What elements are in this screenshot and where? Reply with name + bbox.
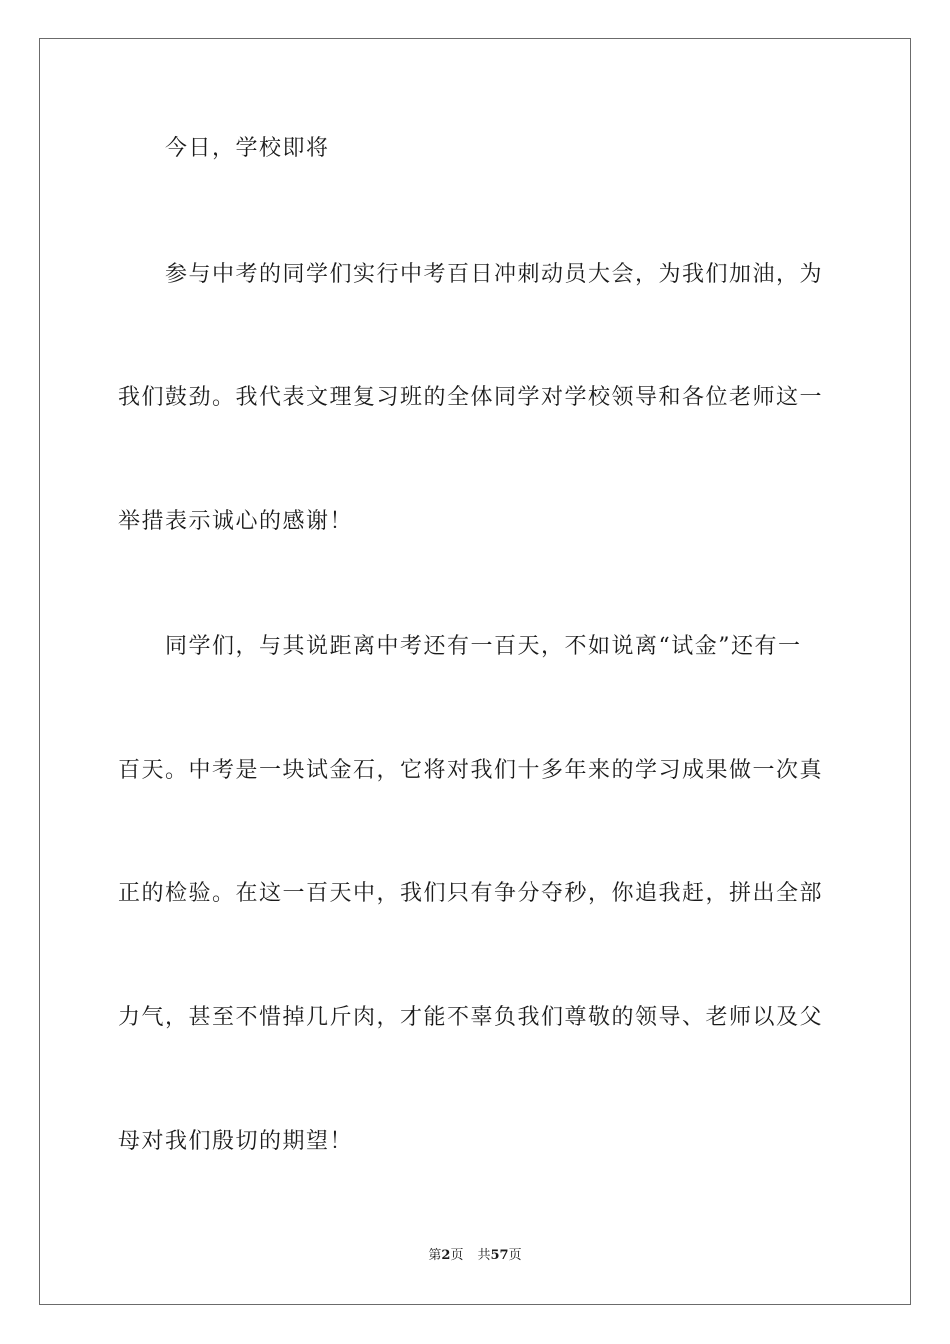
total-prefix: 共 [477, 1248, 491, 1263]
page-suffix: 页 [450, 1248, 464, 1263]
paragraph-line-8: 力气，甚至不惜掉几斤肉，才能不辜负我们尊敬的领导、老师以及父 [118, 1005, 824, 1030]
paragraph-line-9: 母对我们殷切的期望！ [118, 1129, 354, 1154]
paragraph-line-6: 百天。中考是一块试金石，它将对我们十多年来的学习成果做一次真 [118, 758, 824, 783]
paragraph-line-5: 同学们，与其说距离中考还有一百天，不如说离“试金”还有一 [165, 634, 802, 659]
paragraph-line-1: 今日，学校即将 [165, 136, 330, 161]
total-pages: 57 [490, 1248, 509, 1263]
total-suffix: 页 [508, 1248, 522, 1263]
paragraph-line-4: 举措表示诚心的感谢！ [118, 509, 354, 534]
page-prefix: 第 [428, 1248, 442, 1263]
paragraph-line-7: 正的检验。在这一百天中，我们只有争分夺秒，你追我赶，拼出全部 [118, 881, 824, 906]
page-border [39, 38, 911, 1305]
paragraph-line-3: 我们鼓劲。我代表文理复习班的全体同学对学校领导和各位老师这一 [118, 385, 824, 410]
page-footer [0, 1247, 950, 1265]
paragraph-line-2: 参与中考的同学们实行中考百日冲刺动员大会，为我们加油，为 [165, 262, 824, 287]
page-number: 2 [441, 1248, 451, 1263]
